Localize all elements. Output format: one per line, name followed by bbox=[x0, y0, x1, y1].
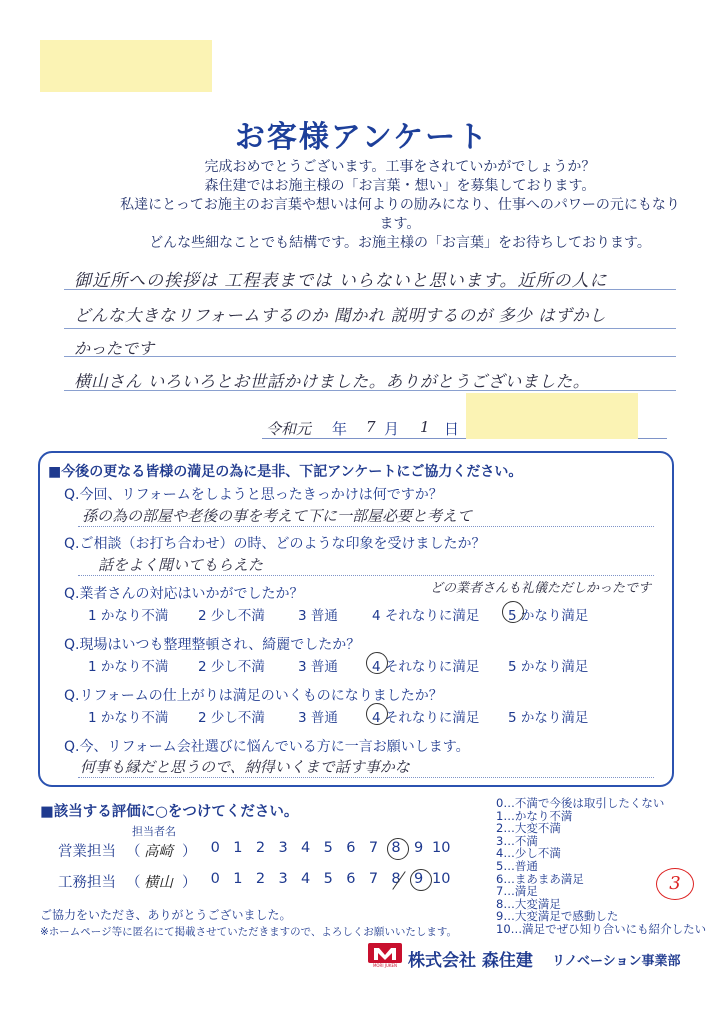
page-title: お客様アンケート bbox=[234, 120, 490, 155]
date-day: 1 bbox=[420, 418, 430, 436]
score[interactable]: 1 bbox=[233, 871, 243, 887]
score[interactable]: 5 bbox=[323, 840, 333, 856]
intro-text bbox=[120, 158, 680, 253]
option[interactable]: 1 かなり不満 bbox=[88, 659, 169, 675]
comment-line: 横山さん いろいろとお世話かけました。ありがとうございました。 bbox=[74, 372, 590, 391]
option[interactable]: 4 それなりに満足 bbox=[372, 608, 480, 624]
score[interactable]: 2 bbox=[255, 871, 266, 887]
option[interactable]: 4 それなりに満足 bbox=[372, 659, 480, 675]
answer-3-note: どの業者さんも礼儀ただしかったです bbox=[430, 581, 652, 596]
scale-item: 8…大変満足 bbox=[496, 896, 561, 911]
question-5: Q.リフォームの仕上がりは満足のいくものになりましたか？ bbox=[64, 688, 443, 704]
score[interactable]: 4 bbox=[301, 871, 311, 887]
score[interactable]: 6 bbox=[346, 840, 356, 856]
score[interactable]: 5 bbox=[323, 871, 333, 887]
option[interactable]: 3 普通 bbox=[298, 608, 338, 624]
option[interactable]: 5 かなり満足 bbox=[508, 710, 589, 726]
question-3: Q.業者さんの対応はいかがでしたか？ bbox=[64, 586, 304, 602]
score[interactable]: 10 bbox=[432, 840, 451, 856]
score[interactable]: 7 bbox=[368, 840, 379, 856]
score[interactable]: 9 bbox=[414, 871, 424, 887]
score[interactable]: 0 bbox=[210, 871, 220, 887]
score-digits bbox=[204, 871, 474, 887]
selected-mark bbox=[410, 869, 432, 891]
red-mark-text: 3 bbox=[669, 873, 681, 894]
scale-item: 9…大変満足で感動した bbox=[496, 909, 619, 924]
selected-mark bbox=[502, 601, 524, 623]
answer-2: 話をよく聞いてもらえた bbox=[98, 556, 264, 574]
comment-line: かったです bbox=[74, 339, 155, 358]
rating-row-sales: 営業担当 （ 高崎 ） 0 1 2 3 4 5 6 7 8 9 10 bbox=[58, 840, 478, 862]
date-era: 令和元 bbox=[266, 420, 312, 438]
rating-scale-legend bbox=[496, 797, 716, 936]
option[interactable]: 2 少し不満 bbox=[198, 659, 265, 675]
comment-line: どんな大きなリフォームするのか 聞かれ 説明するのが 多少 はずかし bbox=[74, 306, 607, 325]
survey-heading: ■今後の更なる皆様の満足の為に是非、下記アンケートにご協力ください。 bbox=[48, 464, 523, 480]
rating-options-4 bbox=[88, 655, 658, 673]
option[interactable]: 3 普通 bbox=[298, 710, 338, 726]
date-year-label: 年 bbox=[332, 420, 348, 438]
option[interactable]: 5 かなり満足 bbox=[508, 608, 589, 624]
option[interactable]: 4 それなりに満足 bbox=[372, 710, 480, 726]
scale-item: 10…満足でぜひ知り合いにも紹介したい bbox=[496, 921, 707, 936]
answer-6: 何事も縁だと思うので、納得いくまで話す事かな bbox=[80, 758, 410, 776]
scale-item: 7…満足 bbox=[496, 884, 538, 899]
question-1: Q.今回、リフォームをしようと思ったきっかけは何ですか？ bbox=[64, 487, 443, 503]
date-month: 7 bbox=[366, 418, 376, 436]
option[interactable]: 1 かなり不満 bbox=[88, 710, 169, 726]
date-day-label: 日 bbox=[444, 420, 460, 438]
option[interactable]: 2 少し不満 bbox=[198, 710, 265, 726]
option[interactable]: 5 かなり満足 bbox=[508, 659, 589, 675]
score[interactable]: 7 bbox=[368, 871, 379, 887]
selected-mark bbox=[387, 838, 409, 860]
company-name: 株式会社 森住建 bbox=[408, 951, 533, 971]
staff-name: 横山 bbox=[144, 875, 173, 891]
score[interactable]: 10 bbox=[432, 871, 451, 887]
intro-line: 完成おめでとうございます。工事をされていかがでしょうか？ bbox=[204, 159, 596, 175]
scale-item: 5…普通 bbox=[496, 858, 538, 873]
thanks-text: ご協力をいただき、ありがとうございました。 bbox=[40, 908, 292, 922]
ruled-line bbox=[64, 328, 676, 329]
score[interactable]: 6 bbox=[346, 871, 356, 887]
staff-name-label: 担当者名 bbox=[132, 825, 176, 838]
question-2: Q.ご相談（お打ち合わせ）の時、どのような印象を受けましたか？ bbox=[64, 536, 486, 552]
answer-line bbox=[78, 777, 654, 778]
red-circled-mark bbox=[656, 868, 694, 900]
option[interactable]: 1 かなり不満 bbox=[88, 608, 169, 624]
question-6: Q.今、リフォーム会社選びに悩んでいる方に一言お願いします。 bbox=[64, 739, 470, 755]
scale-item: 6…まあまあ満足 bbox=[496, 871, 584, 886]
selected-mark bbox=[366, 703, 388, 725]
role-label: 工務担当 bbox=[58, 875, 116, 891]
score[interactable]: 3 bbox=[278, 840, 288, 856]
score[interactable]: 4 bbox=[301, 840, 311, 856]
company-division: リノベーション事業部 bbox=[552, 954, 681, 969]
scale-item: 3…不満 bbox=[496, 833, 538, 848]
score[interactable]: 1 bbox=[233, 840, 243, 856]
score[interactable]: 3 bbox=[278, 871, 288, 887]
score[interactable]: 2 bbox=[255, 840, 266, 856]
scale-item: 2…大変不満 bbox=[496, 821, 561, 836]
score-digits bbox=[204, 840, 474, 856]
question-4: Q.現場はいつも整理整頓され、綺麗でしたか？ bbox=[64, 637, 361, 653]
footnote: ※ホームページ等に匿名にて掲載させていただきますので、よろしくお願いいたします。 bbox=[40, 926, 458, 938]
score[interactable]: 8 bbox=[391, 871, 401, 887]
intro-line: 私達にとってお施主のお言葉や想いは何よりの励みになり、仕事へのパワーの元にもなります。 bbox=[120, 197, 680, 232]
scale-item: 4…少し不満 bbox=[496, 846, 561, 861]
rating-heading: ■該当する評価に○をつけてください。 bbox=[40, 804, 299, 820]
answer-1: 孫の為の部屋や老後の事を考えて下に一部屋必要と考えて bbox=[82, 507, 473, 525]
redaction-date bbox=[466, 393, 638, 439]
scale-item: 1…かなり不満 bbox=[496, 808, 573, 823]
score[interactable]: 9 bbox=[414, 840, 424, 856]
intro-line: どんな些細なことでも結構です。お施主様の「お言葉」をお待ちしております。 bbox=[149, 235, 651, 251]
option[interactable]: 3 普通 bbox=[298, 659, 338, 675]
staff-name: 高崎 bbox=[144, 844, 173, 860]
ruled-line bbox=[64, 356, 676, 357]
answer-line bbox=[78, 526, 654, 527]
redaction-top bbox=[40, 40, 212, 92]
rating-options-5 bbox=[88, 706, 658, 724]
score[interactable]: 0 bbox=[210, 840, 220, 856]
date-month-label: 月 bbox=[384, 420, 400, 438]
company-logo bbox=[368, 943, 402, 969]
role-label: 営業担当 bbox=[58, 844, 116, 860]
selected-mark bbox=[366, 652, 388, 674]
answer-line bbox=[78, 575, 654, 576]
rating-row-construction: 工務担当 （ 横山 ） 0 1 2 3 4 5 6 7 8 9 10 bbox=[58, 871, 478, 893]
scale-item: 0…不満で今後は取引したくない bbox=[496, 796, 665, 810]
comment-line: 御近所への挨拶は 工程表までは いらないと思います。近所の人に bbox=[74, 271, 608, 291]
score[interactable]: 8 bbox=[391, 840, 401, 856]
rating-options-3 bbox=[88, 604, 658, 622]
intro-line: 森住建ではお施主様の「お言葉・想い」を募集しております。 bbox=[204, 178, 596, 194]
logo-text: MORI JUKEN bbox=[372, 963, 398, 968]
option[interactable]: 2 少し不満 bbox=[198, 608, 265, 624]
